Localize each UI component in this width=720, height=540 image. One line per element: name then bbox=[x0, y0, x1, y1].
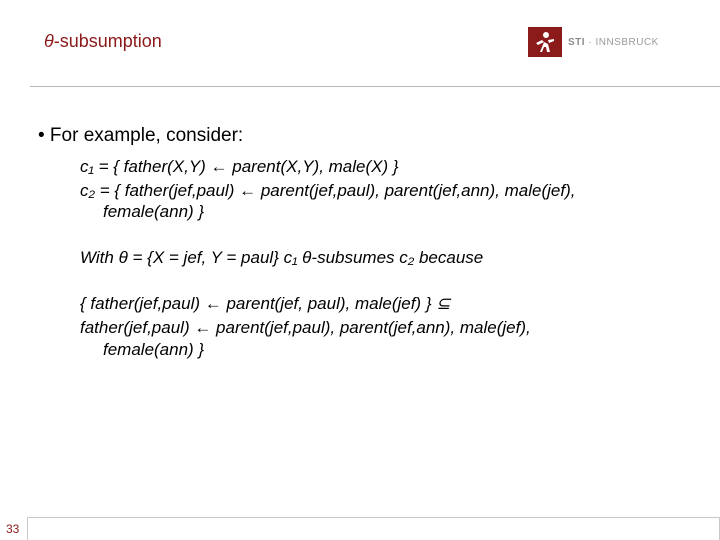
runner-icon bbox=[528, 27, 562, 57]
title-text: -subsumption bbox=[53, 31, 162, 51]
clause-c1: c₁ = { father(X,Y) ← parent(X,Y), male(X) } bbox=[80, 157, 399, 176]
clause-c2-line1: c₂ = { father(jef,paul) ← parent(jef,paul), parent(jef,ann), male(jef), bbox=[80, 181, 576, 200]
logo-mark-icon bbox=[528, 27, 562, 57]
footer-divider bbox=[0, 517, 720, 518]
slide-title bbox=[44, 31, 162, 52]
subset-line3: female(ann) } bbox=[103, 340, 205, 359]
page-number: 33 bbox=[6, 522, 20, 536]
theta-symbol: θ bbox=[44, 31, 54, 51]
logo-text-bold: STI bbox=[568, 36, 586, 48]
theta-statement: With θ = {X = jef, Y = paul} c₁ θ-subsumes c₂ because bbox=[80, 248, 484, 267]
subset-line1: { father(jef,paul) ← parent(jef, paul), male(jef) } ⊆ bbox=[80, 294, 451, 313]
bullet-text: • For example, consider: bbox=[38, 125, 244, 146]
sti-innsbruck-logo bbox=[528, 27, 659, 57]
subset-line2: father(jef,paul) ← parent(jef,paul), parent(jef,ann), male(jef), bbox=[80, 318, 531, 337]
logo-text bbox=[568, 37, 659, 48]
clause-c2-line2: female(ann) } bbox=[103, 202, 205, 221]
header-divider bbox=[30, 86, 720, 87]
logo-text-rest: · INNSBRUCK bbox=[585, 36, 659, 48]
